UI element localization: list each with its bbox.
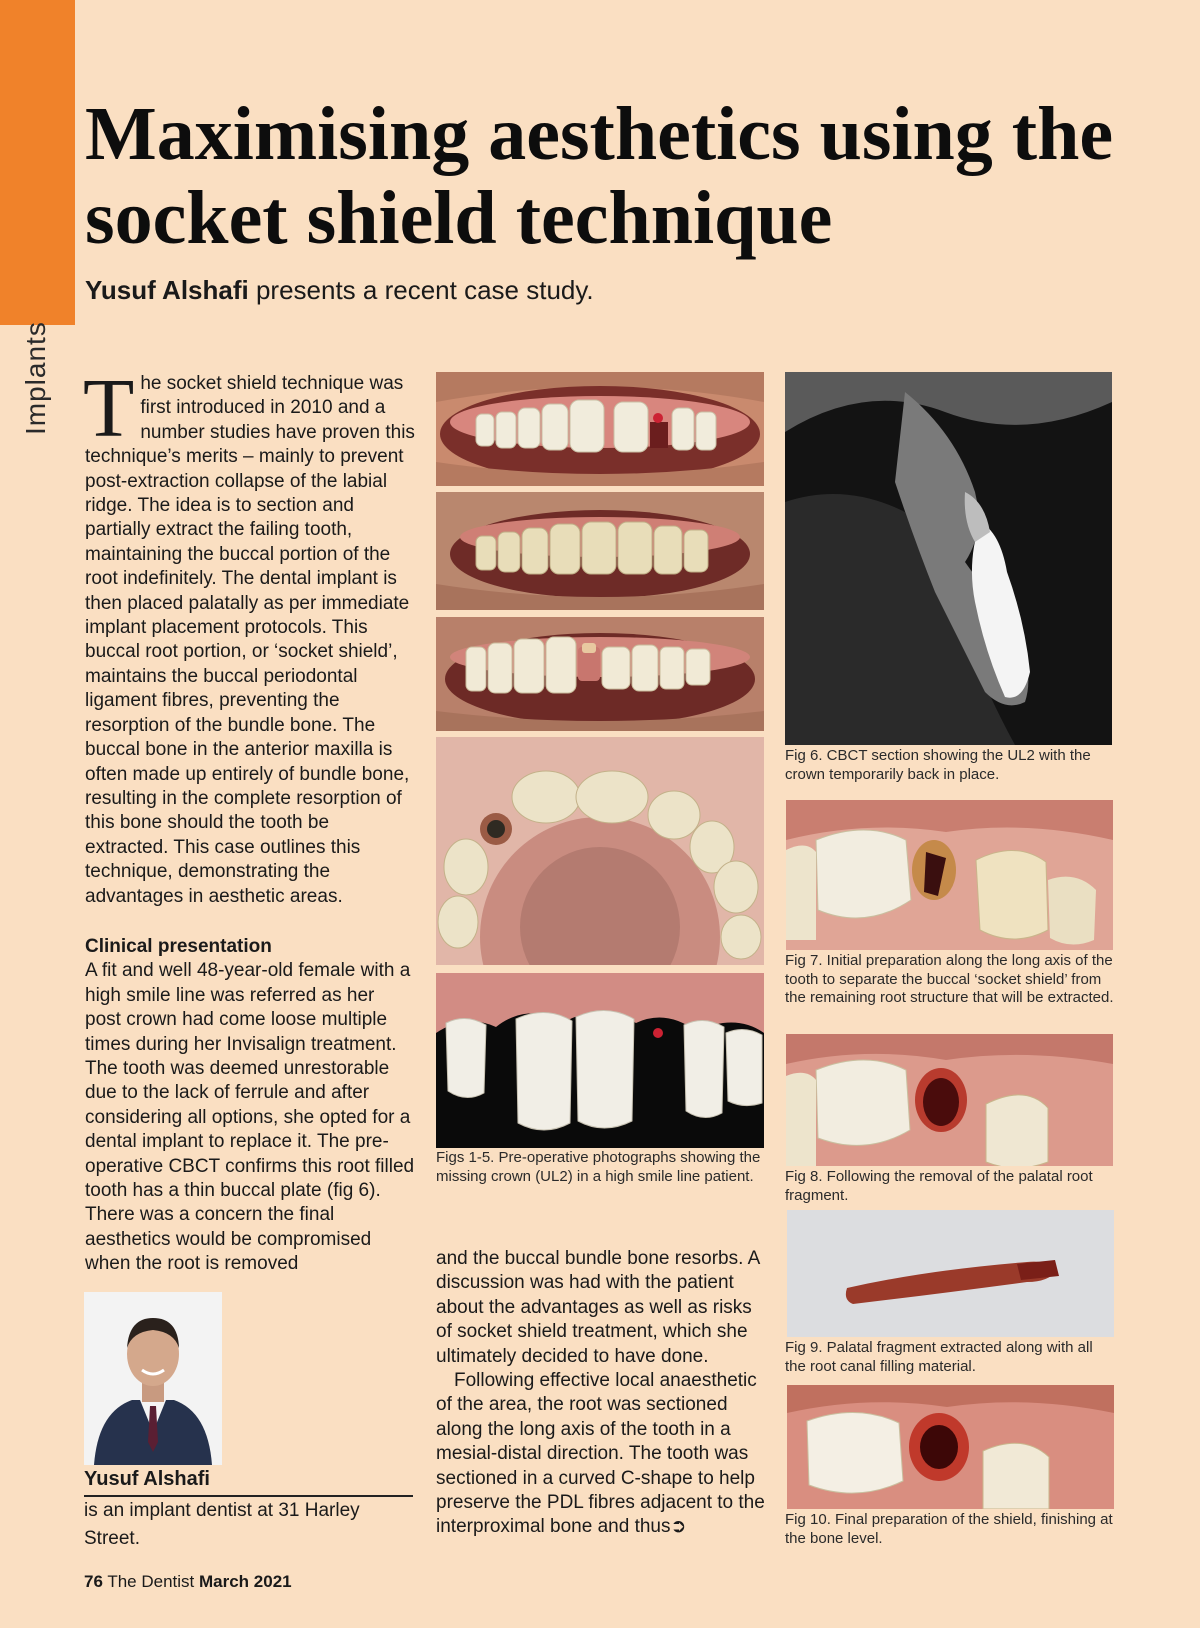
drop-cap: T bbox=[83, 362, 135, 455]
continued-paragraph-2-text: Following effective local anaesthetic of the area, the root was sectioned along the long axis of the tooth in a mesial-distal direction. The tooth was sectioned in a curved C-shape to help preserve the PDL fibres adjacent to the interproximal bone and thus bbox=[436, 1370, 765, 1538]
intro-paragraph bbox=[83, 362, 415, 909]
page-number: 76 bbox=[84, 1572, 103, 1591]
title-line-1: Maximising aesthetics using the bbox=[85, 92, 1114, 176]
author-name: Yusuf Alshafi bbox=[84, 1468, 210, 1490]
article-title bbox=[85, 92, 1185, 260]
magazine-name: The Dentist bbox=[102, 1572, 199, 1591]
byline-text: presents a recent case study. bbox=[248, 275, 594, 305]
fig6-caption: Fig 6. CBCT section showing the UL2 with the crown temporarily back in place. bbox=[785, 747, 1091, 783]
continue-arrow-icon: ➲ bbox=[670, 1516, 687, 1538]
author-headshot bbox=[84, 1292, 222, 1465]
byline-author: Yusuf Alshafi bbox=[85, 275, 249, 305]
fig10-caption: Fig 10. Final preparation of the shield, finishing at the bone level. bbox=[785, 1511, 1113, 1547]
body-column-1 bbox=[83, 362, 415, 1277]
clinical-paragraph: A fit and well 48-year-old female with a high smile line was referred as her post crown had come loose multiple times during her Invisalign treatment. The tooth was deemed unrestorable due to the lack of ferrule and after considering all options, she opted for a dental implant to replace it. The pre-operative CBCT confirms this root filled tooth has a thin buccal plate (fig 6). There was a concern the final aesthetics would be compromised when the root is removed bbox=[85, 960, 415, 1275]
continued-paragraph-2 bbox=[436, 1369, 766, 1540]
fig9-caption: Fig 9. Palatal fragment extracted along with all the root canal filling material. bbox=[785, 1339, 1093, 1375]
fig7-caption: Fig 7. Initial preparation along the long axis of the tooth to separate the buccal ‘socket shield’ from the remaining root structure that will be extracted. bbox=[785, 952, 1114, 1006]
byline bbox=[85, 275, 594, 306]
fig1-smile-photo bbox=[436, 372, 764, 486]
fig3-smile-photo bbox=[436, 617, 764, 731]
fig7-photo bbox=[786, 800, 1113, 950]
section-label: Implants bbox=[20, 321, 51, 435]
fig10-photo bbox=[787, 1385, 1114, 1509]
body-column-2 bbox=[436, 1247, 766, 1540]
subheading-clinical-presentation: Clinical presentation bbox=[85, 935, 272, 957]
section-accent-tab bbox=[0, 0, 75, 325]
fig5-closeup-photo bbox=[436, 973, 764, 1148]
title-line-2: socket shield technique bbox=[85, 176, 833, 260]
continued-paragraph-1: and the buccal bundle bone resorbs. A discussion was had with the patient about the advantages as well as risks of socket shield treatment, which she ultimately decided to have done. bbox=[436, 1248, 760, 1367]
fig9-photo bbox=[787, 1210, 1114, 1337]
page-footer bbox=[84, 1572, 292, 1592]
figs-1-5-caption: Figs 1-5. Pre-operative photographs showing the missing crown (UL2) in a high smile line patient. bbox=[436, 1149, 761, 1185]
fig2-smile-photo bbox=[436, 492, 764, 610]
intro-text: he socket shield technique was first introduced in 2010 and a number studies have proven this technique’s merits – mainly to prevent post-extraction collapse of the labial ridge. The idea is to section and partially extract the failing tooth, maintaining the buccal portion of the root indefinitely. The dental implant is then placed palatally as per immediate implant placement protocols. This buccal root portion, or ‘socket shield’, maintains the buccal periodontal ligament fibres, preventing the resorption of the bundle bone. The buccal bone in the anterior maxilla is often made up entirely of bundle bone, resulting in the complete resorption of this bone should the tooth be extracted. This case outlines this technique, demonstrating the advantages in aesthetic areas. bbox=[85, 373, 415, 907]
fig6-cbct-image bbox=[785, 372, 1112, 745]
author-description: is an implant dentist at 31 Harley Street. bbox=[84, 1500, 360, 1549]
fig8-photo bbox=[786, 1034, 1113, 1166]
issue-date: March 2021 bbox=[199, 1572, 292, 1591]
fig8-caption: Fig 8. Following the removal of the palatal root fragment. bbox=[785, 1168, 1093, 1204]
fig4-occlusal-photo bbox=[436, 737, 764, 965]
